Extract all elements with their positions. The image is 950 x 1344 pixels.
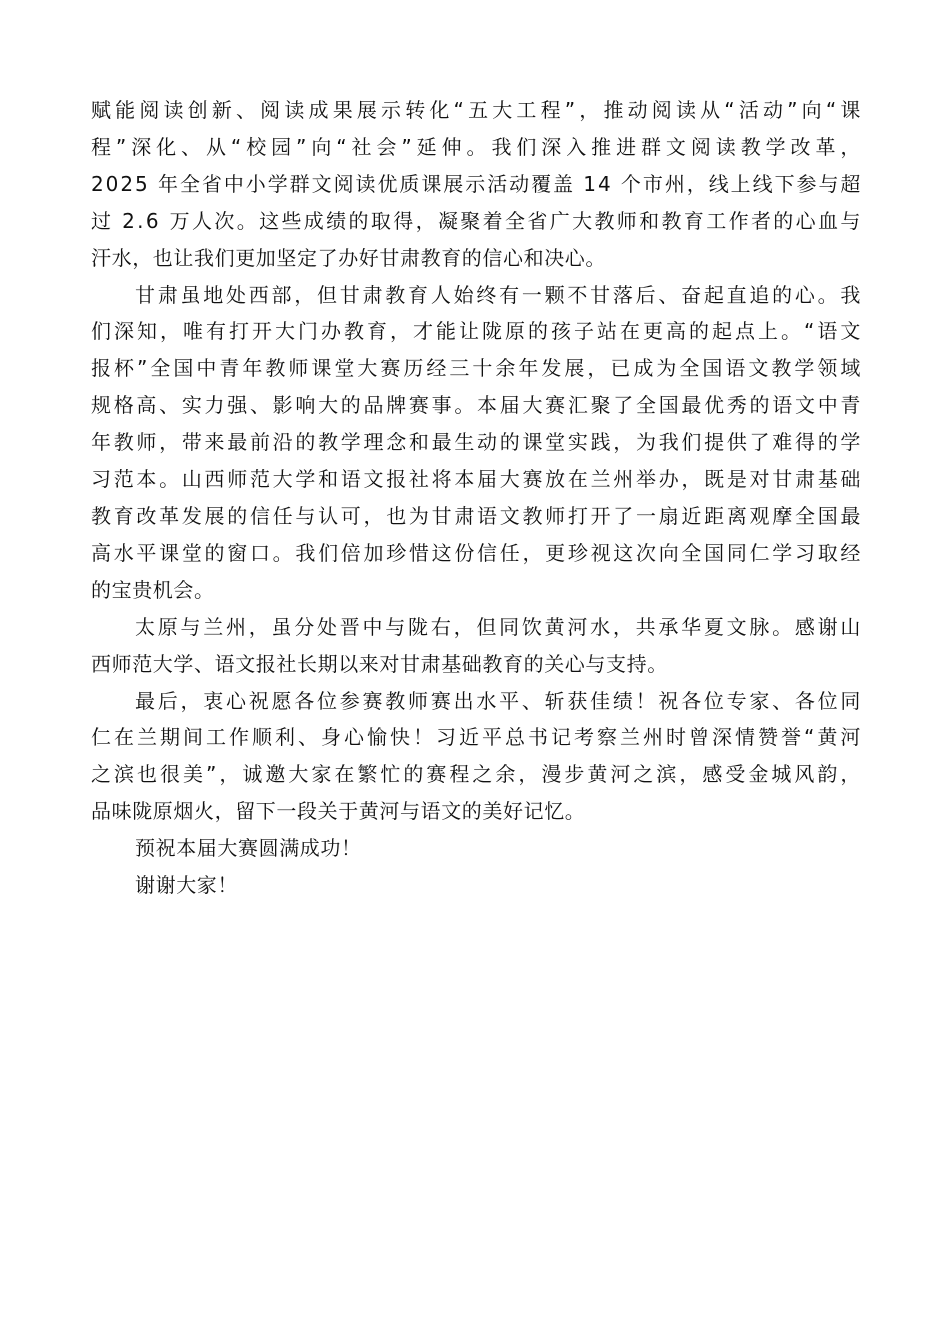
paragraph-4 xyxy=(91,683,864,831)
paragraph-5 xyxy=(91,830,861,867)
paragraph-line: 教育改革发展的信任与认可，也为甘肃语文教师打开了一扇近距离观摩全国最 xyxy=(91,503,864,528)
paragraph-line: 西师范大学、语文报社长期以来对甘肃基础教育的关心与支持。 xyxy=(91,651,668,676)
paragraph-3 xyxy=(91,609,864,683)
paragraph-1 xyxy=(91,92,866,277)
paragraph-line: 程”深化、从“校园”向“社会”延伸。我们深入推进群文阅读教学改革， xyxy=(91,134,866,159)
document-body xyxy=(91,92,866,904)
paragraph-line: 的宝贵机会。 xyxy=(91,577,215,602)
paragraph-line: 太原与兰州，虽分处晋中与陇右，但同饮黄河水，共承华夏文脉。感谢山 xyxy=(135,614,864,639)
paragraph-line: 仁在兰期间工作顺利、身心愉快！习近平总书记考察兰州时曾深情赞誉“黄河 xyxy=(91,725,864,750)
paragraph-line: 赋能阅读创新、阅读成果展示转化“五大工程”，推动阅读从“活动”向“课 xyxy=(91,98,865,122)
paragraph-line: 汗水，也让我们更加坚定了办好甘肃教育的信心和决心。 xyxy=(91,245,606,270)
paragraph-line: 报杯”全国中青年教师课堂大赛历经三十余年发展，已成为全国语文教学领域 xyxy=(91,356,864,381)
paragraph-line: 规格高、实力强、影响大的品牌赛事。本届大赛汇聚了全国最优秀的语文中青 xyxy=(91,393,864,418)
paragraph-line: 之滨也很美”，诚邀大家在繁忙的赛程之余，漫步黄河之滨，感受金城风韵， xyxy=(91,762,864,787)
paragraph-line: 最后，衷心祝愿各位参赛教师赛出水平、斩获佳绩！祝各位专家、各位同 xyxy=(135,688,864,713)
paragraph-line: 预祝本届大赛圆满成功！ xyxy=(135,836,362,861)
paragraph-line: 高水平课堂的窗口。我们倍加珍惜这份信任，更珍视这次向全国同仁学习取经 xyxy=(91,540,864,565)
paragraph-line: 过 2.6 万人次。这些成绩的取得，凝聚着全省广大教师和教育工作者的心血与 xyxy=(91,208,863,233)
paragraph-line: 谢谢大家！ xyxy=(135,873,238,898)
paragraph-line: 品味陇原烟火，留下一段关于黄河与语文的美好记忆。 xyxy=(91,799,586,824)
paragraph-line: 年教师，带来最前沿的教学理念和最生动的课堂实践，为我们提供了难得的学 xyxy=(91,430,864,455)
paragraph-line: 甘肃虽地处西部，但甘肃教育人始终有一颗不甘落后、奋起直追的心。我 xyxy=(135,282,864,307)
paragraph-line: 习范本。山西师范大学和语文报社将本届大赛放在兰州举办，既是对甘肃基础 xyxy=(91,467,864,492)
paragraph-6 xyxy=(91,867,861,904)
paragraph-line: 们深知，唯有打开大门办教育，才能让陇原的孩子站在更高的起点上。“语文 xyxy=(91,319,864,344)
paragraph-2 xyxy=(91,277,864,609)
paragraph-line: 2025 年全省中小学群文阅读优质课展示活动覆盖 14 个市州，线上线下参与超 xyxy=(91,171,863,196)
